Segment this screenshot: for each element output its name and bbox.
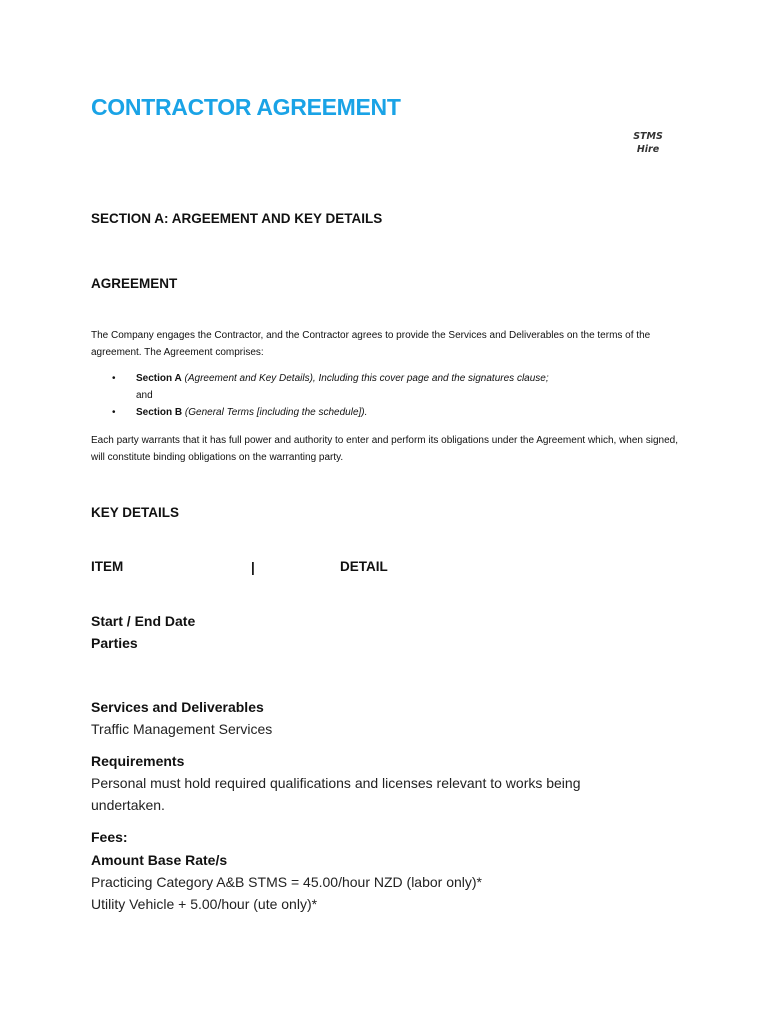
section-b-ref: Section B: [136, 407, 183, 418]
rate-stms: Practicing Category A&B STMS = 45.00/hour NZD (labor only)*: [91, 874, 483, 890]
section-a-heading: SECTION A: ARGEEMENT AND KEY DETAILS: [91, 211, 383, 226]
document-title: CONTRACTOR AGREEMENT: [91, 94, 401, 120]
agreement-intro: The Company engages the Contractor, and the Contractor agrees to provide the Services and Deliverables on the terms of the agreement. The Agreement comprises:: [91, 330, 651, 358]
list-item: [112, 370, 652, 404]
logo-line-hire: Hire: [636, 144, 660, 155]
column-header-item: ITEM: [91, 559, 124, 574]
agreement-heading: AGREEMENT: [91, 276, 178, 291]
column-header-detail: DETAIL: [340, 559, 388, 574]
rate-utility-vehicle: Utility Vehicle + 5.00/hour (ute only)*: [91, 896, 318, 912]
bullet-icon: •: [112, 373, 116, 384]
section-a-tail: and: [136, 390, 153, 401]
fees-label: Fees:: [91, 829, 128, 845]
logo-line-stms: STMS: [633, 131, 663, 142]
requirements-value: Personal must hold required qualifications and licenses relevant to works being undertaken.: [91, 775, 581, 813]
services-value: Traffic Management Services: [91, 721, 273, 737]
base-rate-label: Amount Base Rate/s: [91, 852, 228, 868]
key-details-heading: KEY DETAILS: [91, 505, 180, 520]
company-logo: [620, 130, 676, 156]
bullet-icon: •: [112, 407, 116, 418]
section-b-desc: (General Terms [including the schedule]).: [184, 407, 368, 418]
agreement-components-list: [112, 370, 652, 421]
list-item: [112, 404, 652, 421]
warranty-paragraph: Each party warrants that it has full power and authority to enter and perform its obligations under the Agreement which, when signed, will constitute binding obligations on the warranting party.: [91, 435, 678, 463]
column-separator: |: [251, 560, 255, 575]
parties-label: Parties: [91, 635, 138, 651]
section-a-ref: Section A: [136, 373, 182, 384]
section-a-desc: (Agreement and Key Details), Including this cover page and the signatures clause;: [184, 373, 549, 384]
requirements-label: Requirements: [91, 753, 185, 769]
services-label: Services and Deliverables: [91, 699, 264, 715]
start-end-date-label: Start / End Date: [91, 613, 196, 629]
